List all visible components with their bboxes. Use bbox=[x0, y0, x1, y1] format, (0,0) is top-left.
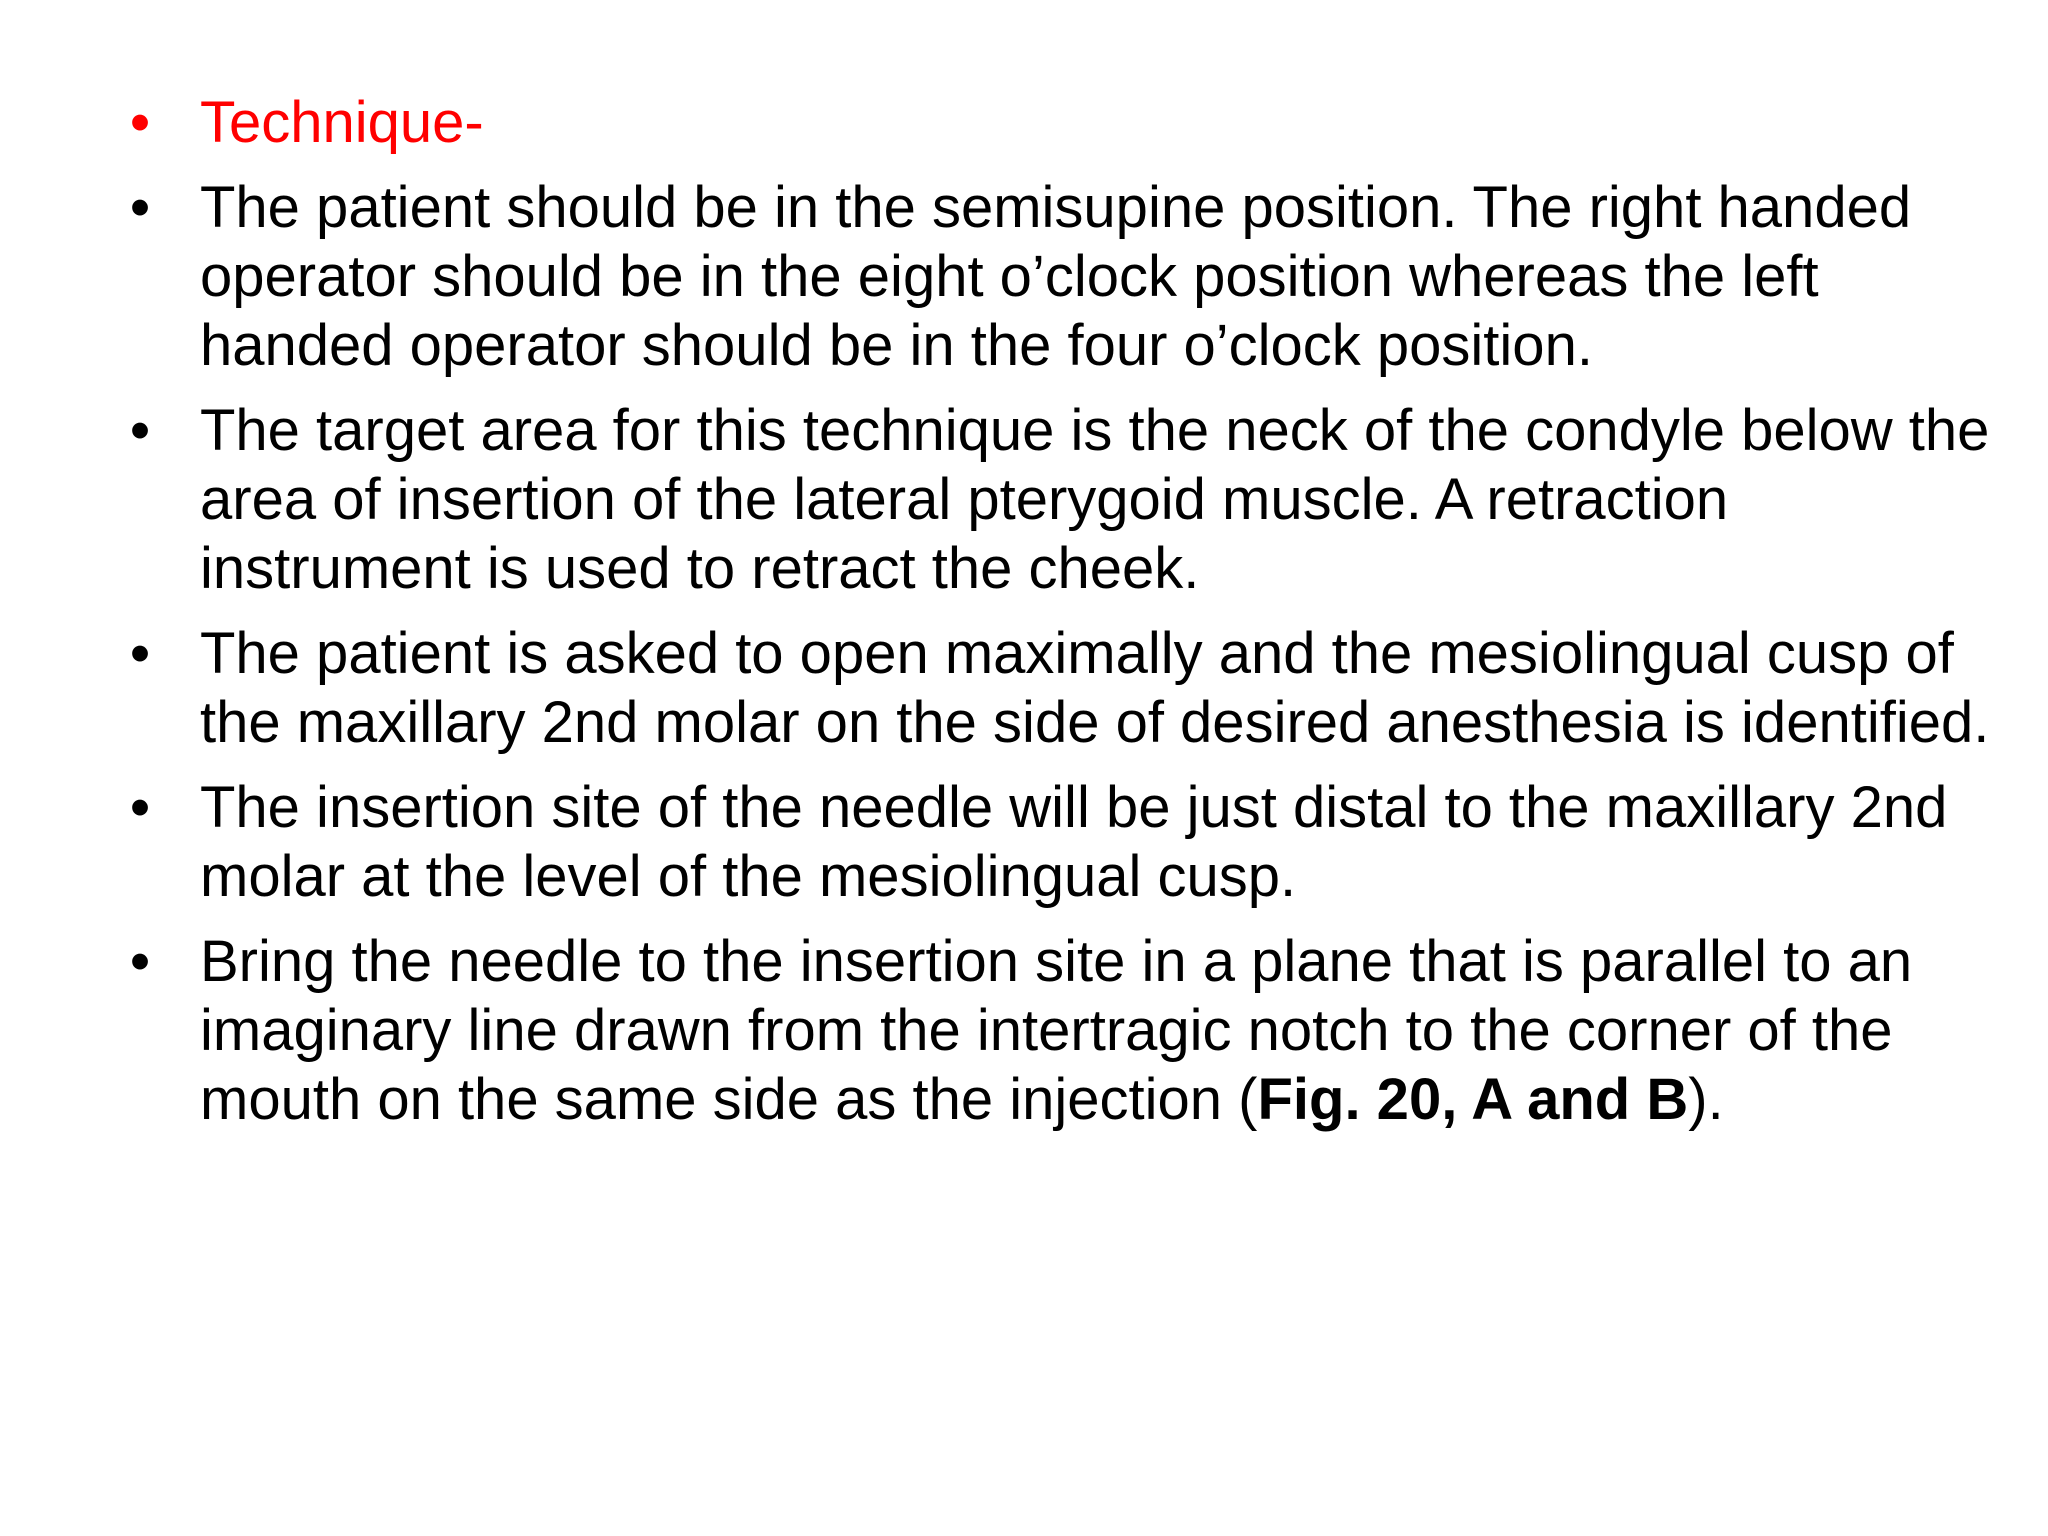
bullet-text bbox=[200, 929, 1912, 1132]
bullet-text: The patient should be in the semisupine position. The right handed operator should be in the eight o’clock position whereas the left handed operator should be in the four o’clock position. bbox=[200, 175, 1912, 378]
heading-bullet bbox=[120, 88, 2000, 157]
figure-reference: Fig. 20, A and B bbox=[1257, 1067, 1689, 1132]
bullet-text-after: ). bbox=[1688, 1067, 1724, 1132]
bullet-marker: • bbox=[129, 90, 151, 155]
bullet-item-3 bbox=[120, 619, 2000, 757]
heading-text: Technique- bbox=[200, 90, 484, 155]
bullet-list bbox=[120, 88, 2000, 1150]
bullet-marker: • bbox=[129, 621, 151, 686]
bullet-text: The target area for this technique is the neck of the condyle below the area of insertion of the lateral pterygoid muscle. A retraction instrument is used to retract the cheek. bbox=[200, 398, 1990, 601]
bullet-item-2 bbox=[120, 396, 2000, 603]
bullet-text: The patient is asked to open maximally and the mesiolingual cusp of the maxillary 2nd molar on the side of desired anesthesia is identified. bbox=[200, 621, 1990, 755]
bullet-text-before: Bring the needle to the insertion site in a plane that is parallel to an imaginary line drawn from the intertragic notch to the corner of the mouth on the same side as the injection ( bbox=[200, 929, 1913, 1132]
bullet-item-5 bbox=[120, 927, 2000, 1134]
bullet-marker: • bbox=[129, 775, 151, 840]
bullet-item-1 bbox=[120, 173, 2000, 380]
bullet-marker: • bbox=[129, 175, 151, 240]
bullet-marker: • bbox=[129, 929, 151, 994]
bullet-text: The insertion site of the needle will be just distal to the maxillary 2nd molar at the level of the mesiolingual cusp. bbox=[200, 775, 1948, 909]
bullet-item-4 bbox=[120, 773, 2000, 911]
bullet-marker: • bbox=[129, 398, 151, 463]
